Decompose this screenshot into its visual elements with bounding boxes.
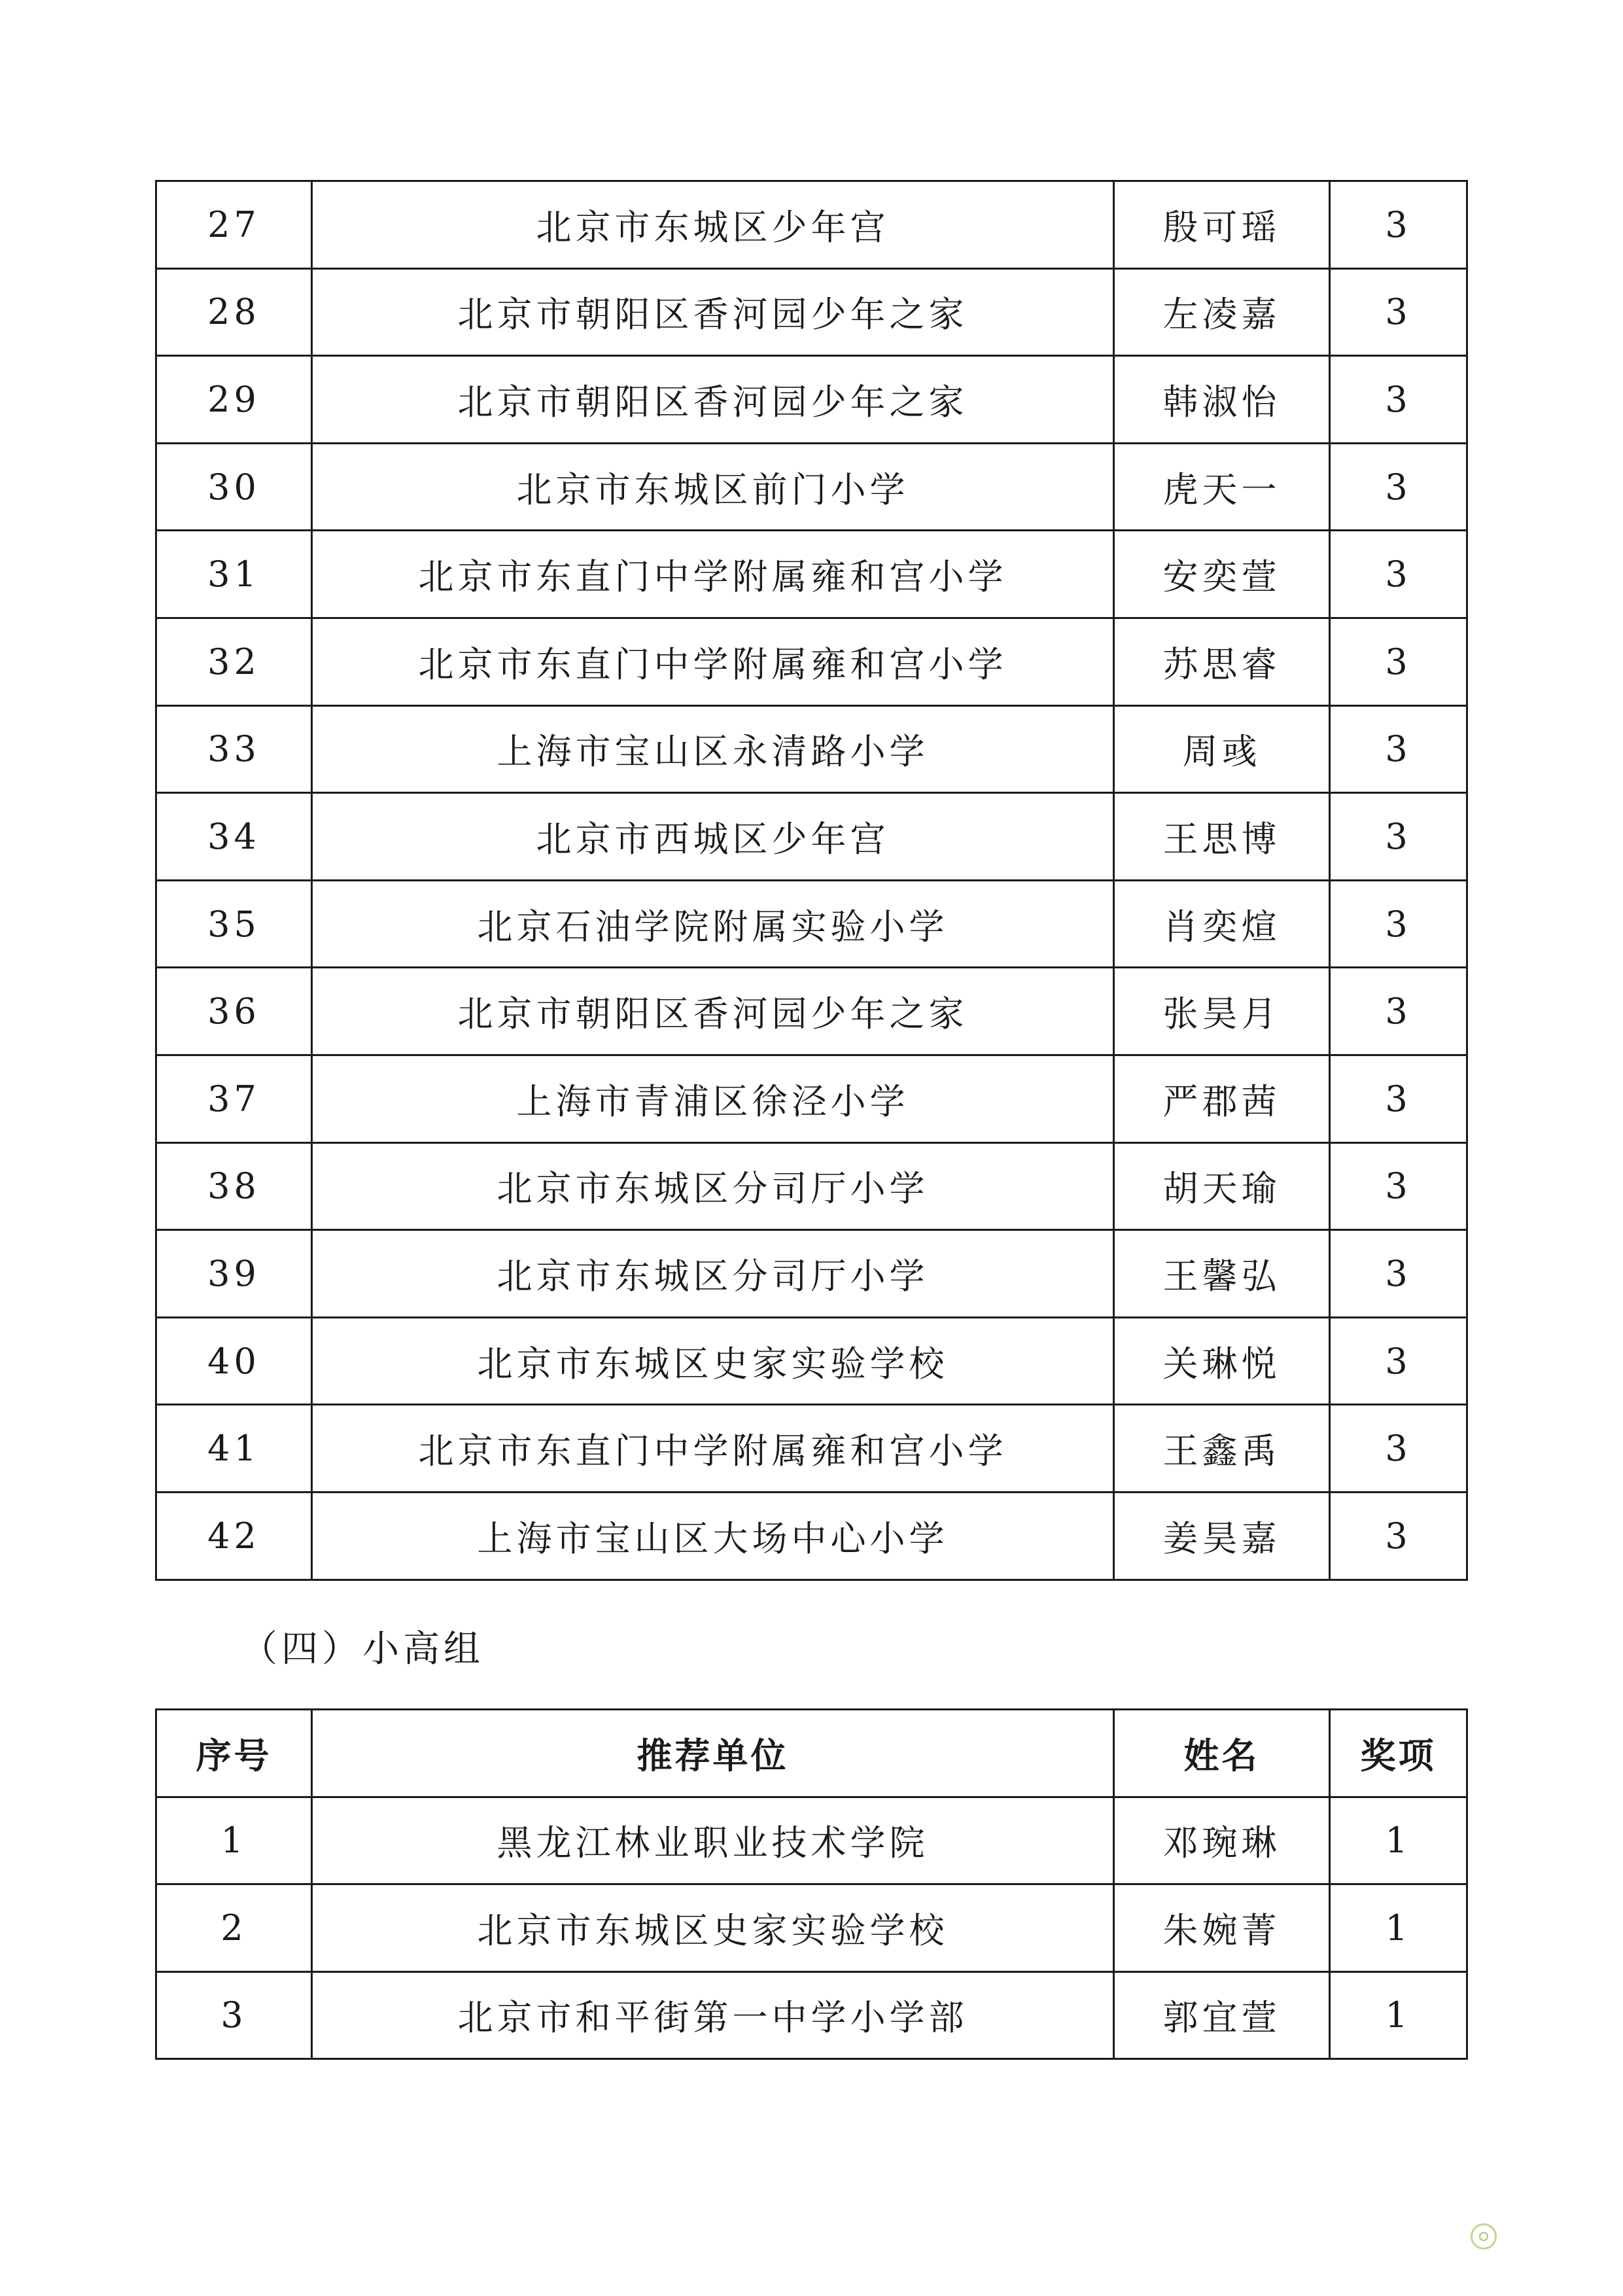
award-level: 3: [1330, 1492, 1467, 1580]
table-row: [156, 1317, 1467, 1405]
recommending-unit: 上海市青浦区徐泾小学: [312, 1055, 1114, 1142]
table-row: [156, 793, 1467, 881]
table-row: [156, 1884, 1467, 1972]
award-level: 3: [1330, 880, 1467, 968]
row-number: 39: [156, 1230, 312, 1318]
recommending-unit: 上海市宝山区大场中心小学: [312, 1492, 1114, 1580]
row-number: 31: [156, 531, 312, 618]
recommending-unit: 北京市和平街第一中学小学部: [312, 1971, 1114, 2059]
circle-stamp-icon: [1471, 2223, 1497, 2250]
recommending-unit: 北京市东城区史家实验学校: [312, 1317, 1114, 1405]
recommending-unit: 北京市东城区分司厅小学: [312, 1142, 1114, 1230]
student-name: 张昊月: [1114, 968, 1330, 1055]
row-number: 37: [156, 1055, 312, 1142]
table-row: [156, 531, 1467, 618]
table-row: [156, 268, 1467, 356]
stamp-glyph-icon: [1473, 2225, 1495, 2248]
row-number: 42: [156, 1492, 312, 1580]
row-number: 30: [156, 443, 312, 531]
recommending-unit: 黑龙江林业职业技术学院: [312, 1797, 1114, 1884]
row-number: 29: [156, 356, 312, 444]
table-row: [156, 356, 1467, 444]
recommending-unit: 北京市朝阳区香河园少年之家: [312, 268, 1114, 356]
table-row: [156, 443, 1467, 531]
student-name: 王思博: [1114, 793, 1330, 881]
award-level: 3: [1330, 618, 1467, 705]
award-level: 3: [1330, 1230, 1467, 1318]
table-row: [156, 1405, 1467, 1492]
recommending-unit: 北京市东直门中学附属雍和宫小学: [312, 618, 1114, 705]
award-table-continued: [155, 180, 1468, 1581]
table-row: [156, 1797, 1467, 1884]
recommending-unit: 北京石油学院附属实验小学: [312, 880, 1114, 968]
award-level: 3: [1330, 181, 1467, 269]
student-name: 郭宜萱: [1114, 1971, 1330, 2059]
award-table-senior-group: [155, 1708, 1468, 2060]
row-number: 34: [156, 793, 312, 881]
recommending-unit: 北京市西城区少年宫: [312, 793, 1114, 881]
student-name: 殷可瑶: [1114, 181, 1330, 269]
student-name: 韩淑怡: [1114, 356, 1330, 444]
award-level: 3: [1330, 1317, 1467, 1405]
row-number: 28: [156, 268, 312, 356]
student-name: 王鑫禹: [1114, 1405, 1330, 1492]
section-heading: （四）小高组: [241, 1628, 484, 1670]
row-number: 32: [156, 618, 312, 705]
recommending-unit: 北京市朝阳区香河园少年之家: [312, 356, 1114, 444]
recommending-unit: 北京市东城区前门小学: [312, 443, 1114, 531]
recommending-unit: 北京市东城区分司厅小学: [312, 1230, 1114, 1318]
student-name: 关琳悦: [1114, 1317, 1330, 1405]
table-row: [156, 181, 1467, 269]
student-name: 肖奕煊: [1114, 880, 1330, 968]
table-row: [156, 1492, 1467, 1580]
award-level: 1: [1330, 1797, 1467, 1884]
award-level: 3: [1330, 356, 1467, 444]
award-level: 3: [1330, 443, 1467, 531]
student-name: 邓琬琳: [1114, 1797, 1330, 1884]
award-level: 3: [1330, 268, 1467, 356]
row-number: 35: [156, 880, 312, 968]
table-row: [156, 968, 1467, 1055]
student-name: 左凌嘉: [1114, 268, 1330, 356]
table-row: [156, 1055, 1467, 1142]
row-number: 38: [156, 1142, 312, 1230]
recommending-unit: 北京市东城区少年宫: [312, 181, 1114, 269]
recommending-unit: 北京市东直门中学附属雍和宫小学: [312, 531, 1114, 618]
table-row: [156, 618, 1467, 705]
student-name: 苏思睿: [1114, 618, 1330, 705]
award-level: 3: [1330, 793, 1467, 881]
award-level: 3: [1330, 705, 1467, 793]
column-header-number: 序号: [156, 1710, 312, 1797]
table-header-row: [156, 1710, 1467, 1797]
table-row: [156, 880, 1467, 968]
row-number: 27: [156, 181, 312, 269]
award-level: 1: [1330, 1971, 1467, 2059]
student-name: 严郡茜: [1114, 1055, 1330, 1142]
column-header-award: 奖项: [1330, 1710, 1467, 1797]
table-row: [156, 1971, 1467, 2059]
award-level: 3: [1330, 1142, 1467, 1230]
row-number: 2: [156, 1884, 312, 1972]
student-name: 王馨弘: [1114, 1230, 1330, 1318]
student-name: 胡天瑜: [1114, 1142, 1330, 1230]
row-number: 1: [156, 1797, 312, 1884]
table-row: [156, 1230, 1467, 1318]
student-name: 虎天一: [1114, 443, 1330, 531]
recommending-unit: 北京市东直门中学附属雍和宫小学: [312, 1405, 1114, 1492]
student-name: 姜昊嘉: [1114, 1492, 1330, 1580]
student-name: 周彧: [1114, 705, 1330, 793]
recommending-unit: 上海市宝山区永清路小学: [312, 705, 1114, 793]
row-number: 40: [156, 1317, 312, 1405]
award-level: 3: [1330, 1405, 1467, 1492]
row-number: 36: [156, 968, 312, 1055]
award-level: 3: [1330, 531, 1467, 618]
recommending-unit: 北京市东城区史家实验学校: [312, 1884, 1114, 1972]
column-header-name: 姓名: [1114, 1710, 1330, 1797]
award-level: 1: [1330, 1884, 1467, 1972]
table-row: [156, 1142, 1467, 1230]
row-number: 3: [156, 1971, 312, 2059]
row-number: 33: [156, 705, 312, 793]
student-name: 安奕萱: [1114, 531, 1330, 618]
table-row: [156, 705, 1467, 793]
column-header-unit: 推荐单位: [312, 1710, 1114, 1797]
award-level: 3: [1330, 1055, 1467, 1142]
row-number: 41: [156, 1405, 312, 1492]
recommending-unit: 北京市朝阳区香河园少年之家: [312, 968, 1114, 1055]
award-level: 3: [1330, 968, 1467, 1055]
student-name: 朱婉菁: [1114, 1884, 1330, 1972]
